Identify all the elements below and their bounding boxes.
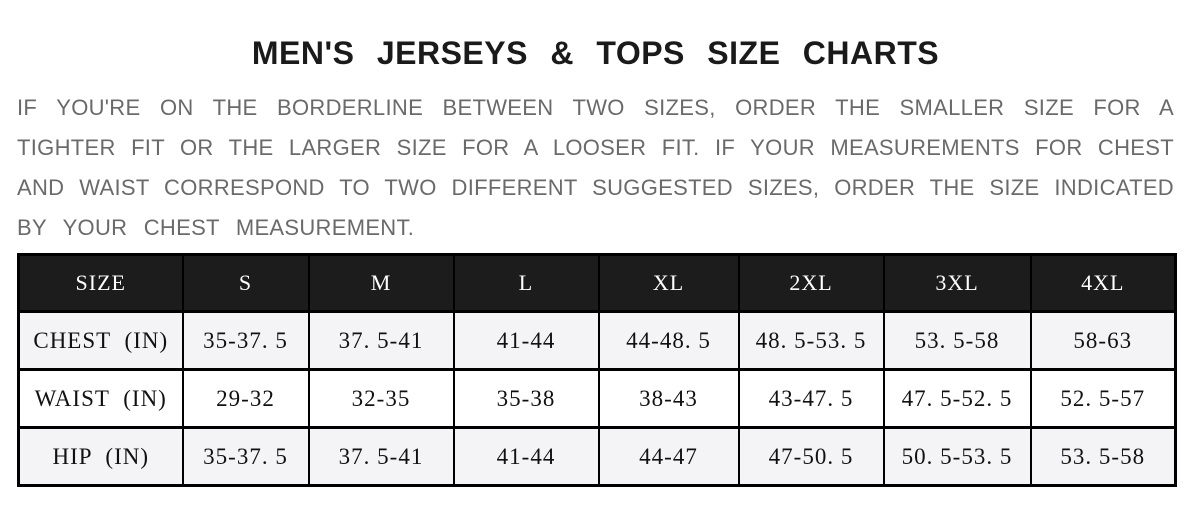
size-table	[17, 253, 1177, 487]
size-chart-page	[0, 36, 1191, 510]
header-cell-4xl: 4XL	[1031, 255, 1176, 312]
chest-value-m: 37. 5-41	[309, 312, 454, 370]
waist-value-l: 35-38	[454, 370, 599, 428]
header-cell-2xl: 2XL	[739, 255, 884, 312]
chest-value-xl: 44-48. 5	[599, 312, 739, 370]
hip-value-s: 35-37. 5	[183, 428, 309, 486]
header-cell-l: L	[454, 255, 599, 312]
header-cell-size: SIZE	[19, 255, 183, 312]
table-row-hip	[19, 428, 1176, 486]
hip-value-l: 41-44	[454, 428, 599, 486]
header-cell-s: S	[183, 255, 309, 312]
chest-value-4xl: 58-63	[1031, 312, 1176, 370]
intro-line-3: AND WAIST CORRESPOND TO TWO DIFFERENT SUGGESTED SIZES, ORDER THE SIZE INDICATED	[17, 175, 1174, 200]
header-cell-m: M	[309, 255, 454, 312]
chest-value-l: 41-44	[454, 312, 599, 370]
waist-value-3xl: 47. 5-52. 5	[884, 370, 1031, 428]
row-label-waist: WAIST (IN)	[19, 370, 183, 428]
size-table-header-row	[19, 255, 1176, 312]
intro-paragraph	[17, 88, 1174, 248]
header-cell-3xl: 3XL	[884, 255, 1031, 312]
header-cell-xl: XL	[599, 255, 739, 312]
waist-value-2xl: 43-47. 5	[739, 370, 884, 428]
hip-value-2xl: 47-50. 5	[739, 428, 884, 486]
intro-line-2: TIGHTER FIT OR THE LARGER SIZE FOR A LOOSER FIT. IF YOUR MEASUREMENTS FOR CHEST	[17, 135, 1174, 160]
hip-value-m: 37. 5-41	[309, 428, 454, 486]
table-row-chest	[19, 312, 1176, 370]
table-row-waist	[19, 370, 1176, 428]
waist-value-4xl: 52. 5-57	[1031, 370, 1176, 428]
chest-value-3xl: 53. 5-58	[884, 312, 1031, 370]
hip-value-xl: 44-47	[599, 428, 739, 486]
row-label-hip: HIP (IN)	[19, 428, 183, 486]
intro-line-4: BY YOUR CHEST MEASUREMENT.	[17, 215, 415, 240]
hip-value-4xl: 53. 5-58	[1031, 428, 1176, 486]
chest-value-s: 35-37. 5	[183, 312, 309, 370]
hip-value-3xl: 50. 5-53. 5	[884, 428, 1031, 486]
page-title: MEN'S JERSEYS & TOPS SIZE CHARTS	[251, 35, 940, 71]
intro-line-1: IF YOU'RE ON THE BORDERLINE BETWEEN TWO SIZES, ORDER THE SMALLER SIZE FOR A	[17, 95, 1174, 120]
waist-value-s: 29-32	[183, 370, 309, 428]
waist-value-m: 32-35	[309, 370, 454, 428]
chest-value-2xl: 48. 5-53. 5	[739, 312, 884, 370]
row-label-chest: CHEST (IN)	[19, 312, 183, 370]
waist-value-xl: 38-43	[599, 370, 739, 428]
